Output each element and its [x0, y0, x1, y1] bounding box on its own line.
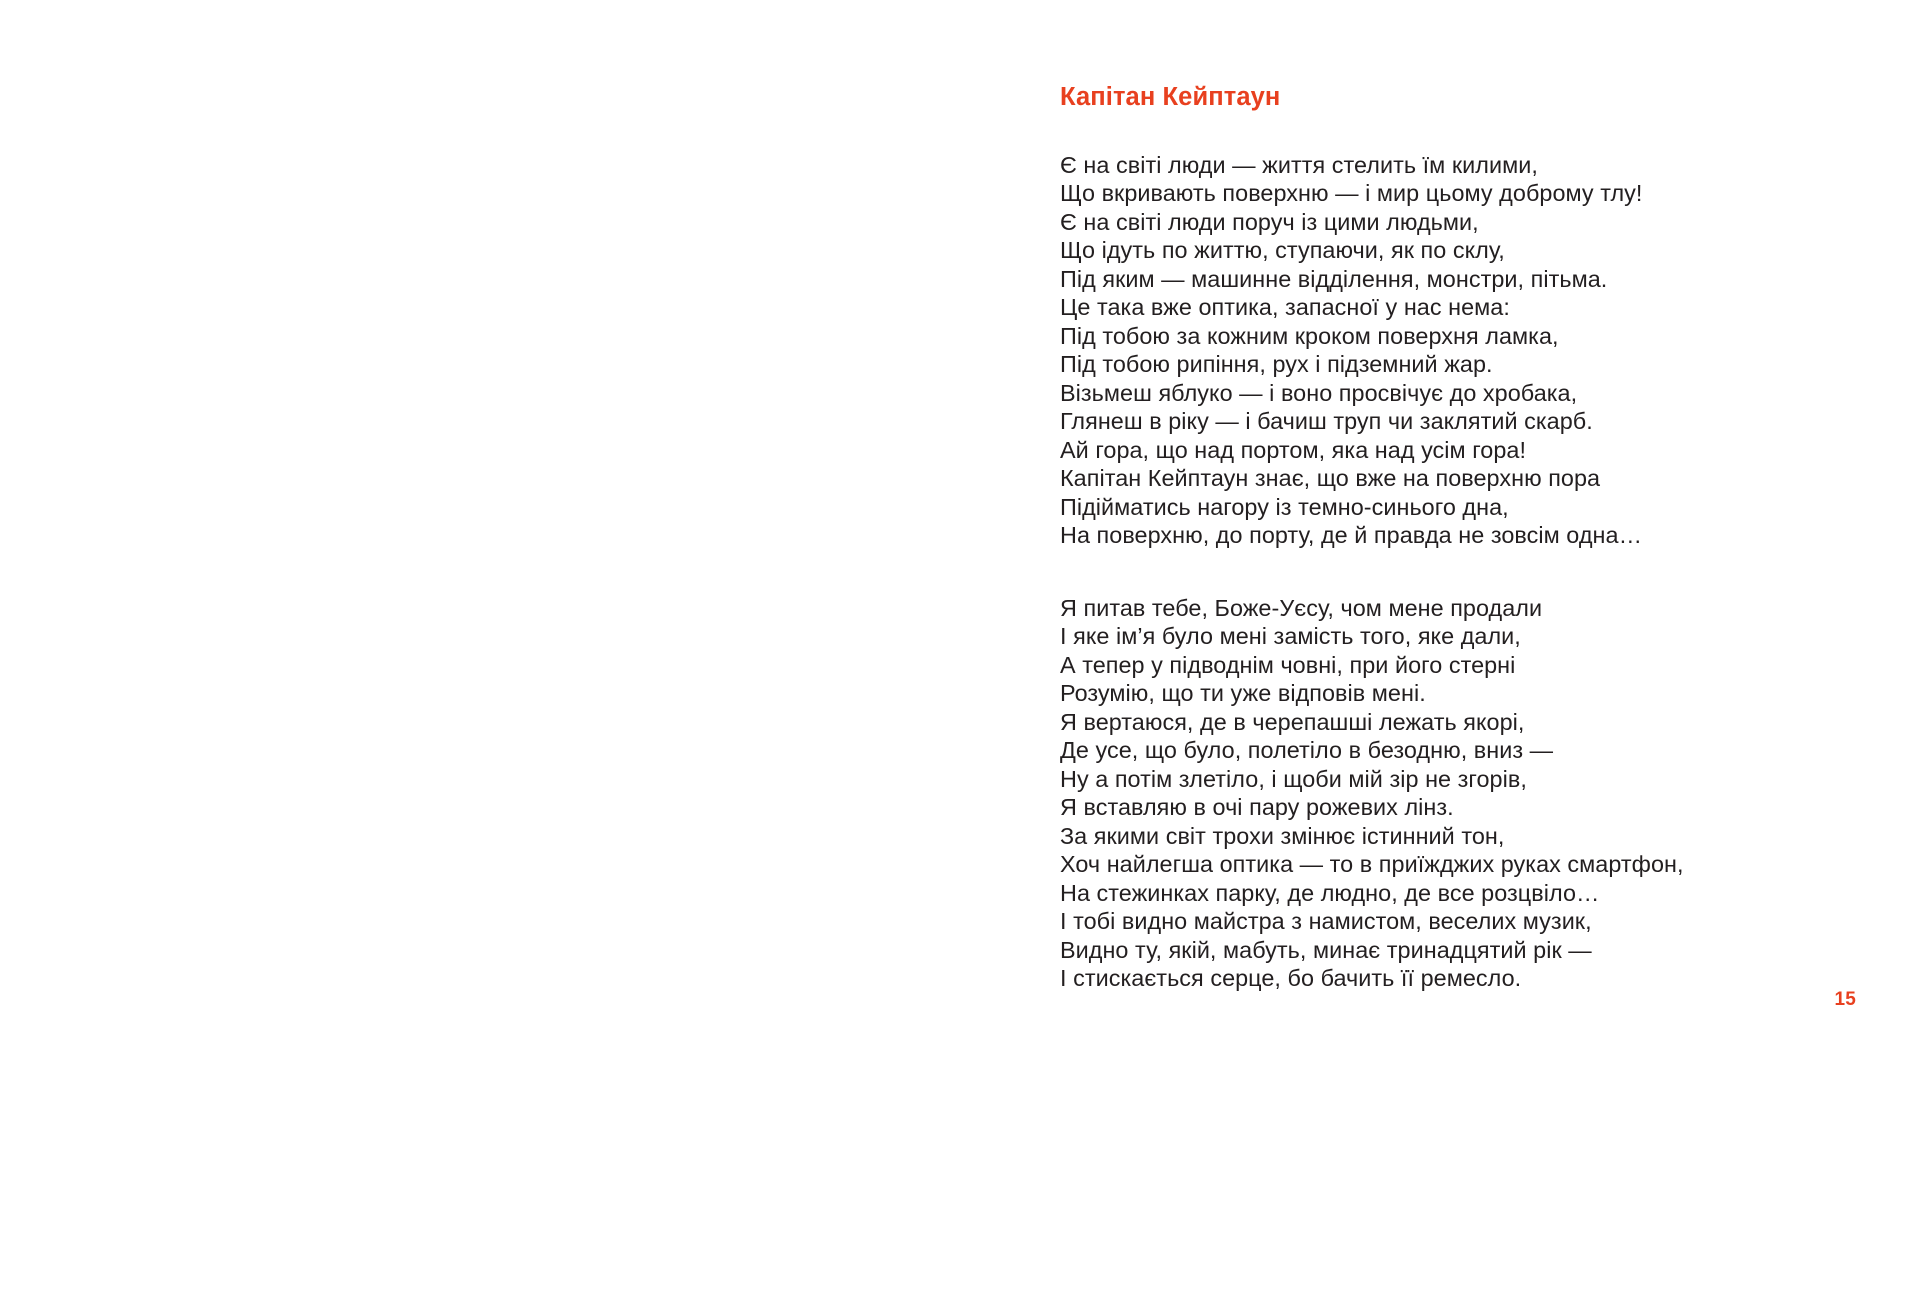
poem-text-block [1060, 82, 1800, 993]
verse-line: Ну а потім злетіло, і щоби мій зір не згорів, [1060, 765, 1527, 792]
verse-line: Що ідуть по життю, ступаючи, як по склу, [1060, 237, 1505, 264]
verse-line: Я питав тебе, Боже-Уєсу, чом мене продали [1060, 594, 1543, 621]
verse-line: Підійматись нагору із темно-синього дна, [1060, 493, 1509, 520]
verse-line: Під яким — машинне відділення, монстри, пітьма. [1060, 265, 1608, 292]
verse-line: Розумію, що ти уже відповів мені. [1060, 680, 1426, 707]
verse-line: Є на світі люди поруч із цими людьми, [1060, 208, 1479, 235]
verse-line: Капітан Кейптаун знає, що вже на поверхню пора [1060, 465, 1601, 492]
verse-line: Видно ту, якій, мабуть, минає тринадцятий рік — [1060, 936, 1592, 963]
verse-line: Де усе, що було, полетіло в безодню, вниз — [1060, 737, 1554, 764]
verse-line: І тобі видно майстра з намистом, веселих музик, [1060, 908, 1592, 935]
verse-line: Хоч найлегша оптика — то в приїжджих руках смартфон, [1060, 851, 1684, 878]
verse-line: Що вкривають поверхню — і мир цьому доброму тлу! [1060, 180, 1643, 207]
verse-line: Глянеш в ріку — і бачиш труп чи заклятий скарб. [1060, 408, 1593, 435]
verse-line: І стискається серце, бо бачить її ремесло. [1060, 965, 1522, 992]
page-number: 15 [1834, 989, 1856, 1010]
verse-line: Ай гора, що над портом, яка над усім гора! [1060, 436, 1527, 463]
verse-line: Я вставляю в очі пару рожевих лінз. [1060, 794, 1454, 821]
poem-stanza-1 [1060, 151, 1800, 550]
verse-line: Під тобою за кожним кроком поверхня ламка, [1060, 322, 1559, 349]
verse-line: На поверхню, до порту, де й правда не зовсім одна… [1060, 522, 1643, 549]
verse-line: Під тобою рипіння, рух і підземний жар. [1060, 351, 1493, 378]
verse-line: На стежинках парку, де людно, де все розцвіло… [1060, 879, 1600, 906]
verse-line: Візьмеш яблуко — і воно просвічує до хробака, [1060, 379, 1578, 406]
verse-line: За якими світ трохи змінює істинний тон, [1060, 822, 1505, 849]
verse-line: Я вертаюся, де в черепашші лежать якорі, [1060, 708, 1525, 735]
right-poem-page [960, 0, 1920, 1307]
verse-line: А тепер у підводнім човні, при його стерні [1060, 651, 1516, 678]
verse-line: І яке ім’я було мені замість того, яке дали, [1060, 623, 1521, 650]
poem-title: Капітан Кейптаун [1060, 83, 1281, 111]
poem-stanza-2 [1060, 594, 1800, 993]
verse-line: Це така вже оптика, запасної у нас нема: [1060, 294, 1510, 321]
verse-line: Є на світі люди — життя стелить їм килими, [1060, 151, 1538, 178]
